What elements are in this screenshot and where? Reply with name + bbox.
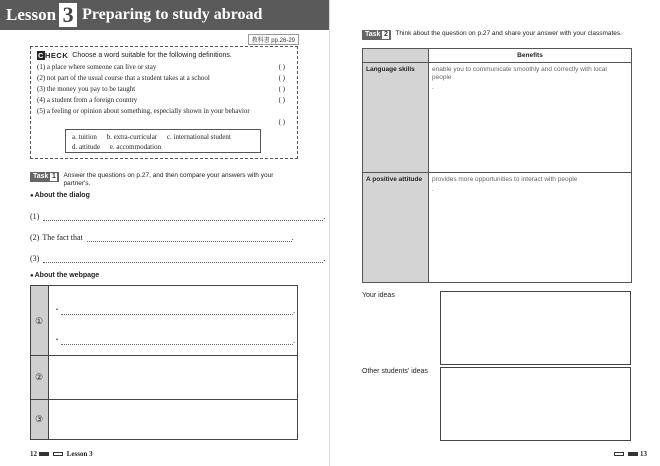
webpage-heading: ●About the webpage [30, 272, 100, 279]
option-c: c. international student [166, 133, 231, 141]
word-options [65, 129, 261, 153]
task2-heading [362, 30, 642, 40]
dialog-answer-3[interactable]: (3) . [30, 254, 326, 263]
check-instruction: Choose a word suitable for the following definitions. [72, 52, 232, 59]
task1-heading [30, 172, 300, 188]
page-number-left: 12 Lesson 3 [30, 450, 93, 458]
definition-4: (4) a student from a foreign country ( ) [37, 96, 285, 104]
row-label-attitude: A positive attitude [363, 173, 429, 283]
dialog-heading: ●About the dialog [30, 192, 90, 199]
answer-blank-2[interactable]: ( ) [278, 74, 285, 82]
your-ideas-box[interactable] [440, 291, 631, 365]
dialog-answer-2[interactable]: (2) The fact that . [30, 233, 294, 242]
task-badge: Task 2 [362, 30, 391, 40]
page-number-right: 13 [612, 450, 647, 458]
answer-blank-5[interactable]: ( ) [278, 118, 285, 126]
attitude-benefit-cell[interactable]: provides more opportunities to interact with people . [429, 173, 632, 283]
answer-blank-3[interactable]: ( ) [278, 85, 285, 93]
lesson-number: 3 [59, 3, 77, 27]
definition-2: (2) not part of the usual course that a student takes at a school ( ) [37, 74, 285, 82]
definition-5: (5) a feeling or opinion about something, especially shown in your behavior [37, 107, 250, 115]
webpage-answer-1a[interactable]: ・ . [53, 305, 296, 315]
definition-3: (3) the money you pay to be taught ( ) [37, 85, 285, 93]
option-b: b. extra-curricular [106, 133, 158, 141]
bullet-dot-icon: ● [30, 193, 34, 199]
task-badge: Task 1 [30, 172, 59, 182]
page-mark-icon [53, 452, 63, 456]
bullet-dot-icon: ● [30, 273, 34, 279]
definition-1: (1) a place where someone can live or stay ( ) [37, 63, 285, 71]
webpage-row-2[interactable]: ② [31, 356, 297, 400]
task1-text: Answer the questions on p.27, and then compare your answers with your partner's. [63, 172, 274, 187]
lesson-title: Preparing to study abroad [82, 6, 263, 23]
task2-text: Think about the question on p.27 and share your answer with your classmates. [395, 30, 622, 37]
option-e: e. accommodation [109, 143, 162, 151]
page-mark-icon [628, 452, 638, 456]
webpage-row-1: ① ・ . ・ . [31, 286, 297, 356]
lesson-word: Lesson [6, 5, 57, 24]
page-mark-icon [39, 452, 49, 456]
dialog-answer-1[interactable]: (1) . [30, 212, 326, 221]
other-ideas-label: Other students' ideas [362, 368, 428, 375]
page-mark-icon [614, 452, 624, 456]
webpage-answer-table [30, 285, 298, 440]
row-label-language: Language skills [363, 63, 429, 173]
benefits-header: Benefits [429, 49, 632, 63]
answer-blank-4[interactable]: ( ) [278, 96, 285, 104]
option-a: a. tuition [72, 133, 97, 141]
webpage-row-3[interactable]: ③ [35, 414, 44, 424]
webpage-answer-1b[interactable]: ・ . [53, 335, 296, 345]
check-section [30, 46, 298, 159]
lesson-header [0, 0, 330, 30]
language-benefit-cell[interactable]: enable you to communicate smoothly and correctly with local people . [429, 63, 632, 173]
answer-blank-1[interactable]: ( ) [278, 63, 285, 71]
check-logo: CHECK [38, 51, 69, 60]
other-ideas-box[interactable] [440, 367, 631, 441]
your-ideas-label: Your ideas [362, 292, 395, 299]
textbook-reference: 教科書 pp.26-29 [248, 34, 299, 45]
benefits-table [362, 48, 632, 283]
option-d: d. attitude [72, 143, 100, 151]
